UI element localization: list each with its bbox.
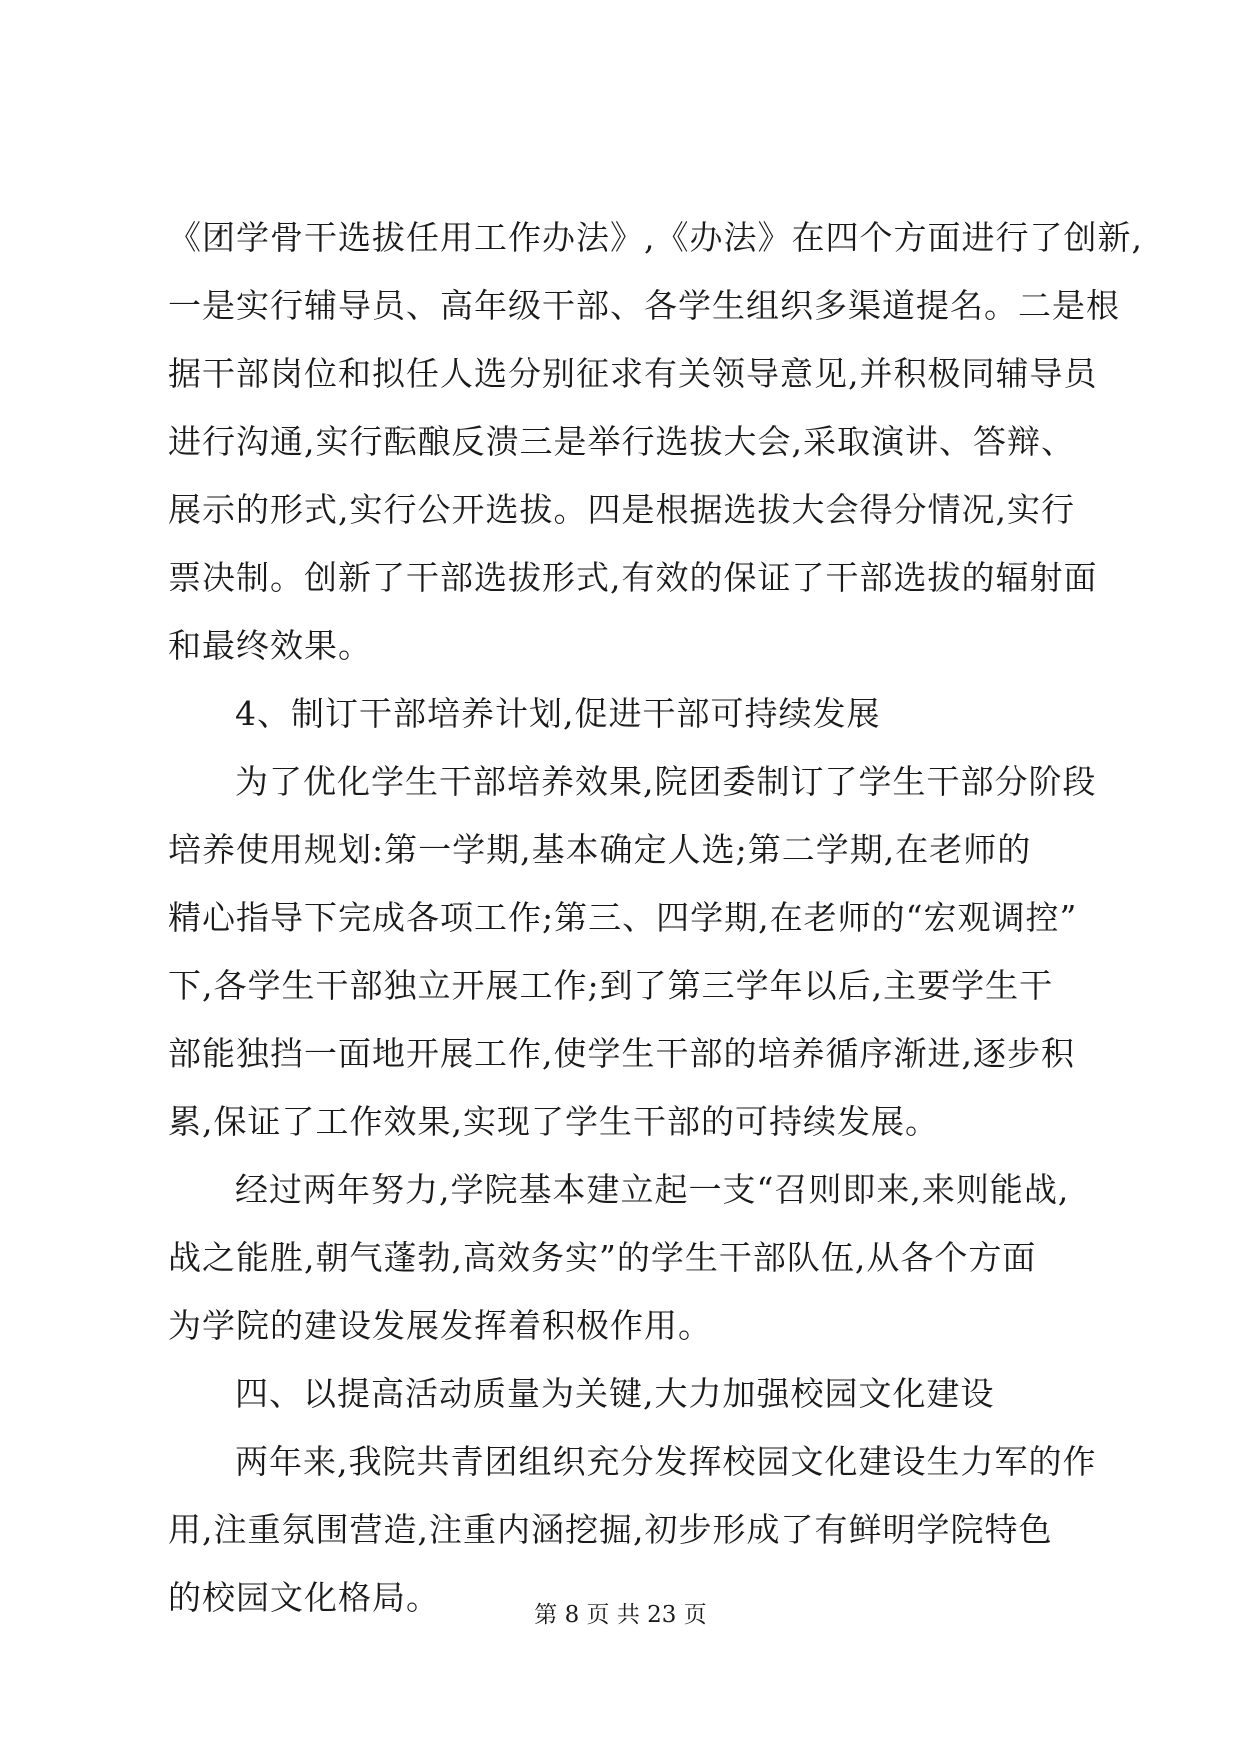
page-number-footer: 第 8 页 共 23 页 — [534, 1602, 707, 1628]
body-line: 精心指导下完成各项工作;第三、四学期,在老师的“宏观调控” — [168, 898, 1078, 937]
document-body — [168, 204, 1143, 1632]
body-line: 战之能胜,朝气蓬勃,高效务实”的学生干部队伍,从各个方面 — [168, 1238, 1037, 1277]
section-heading: 4、制订干部培养计划,促进干部可持续发展 — [235, 694, 881, 733]
body-line: 用,注重氛围营造,注重内涵挖掘,初步形成了有鲜明学院特色 — [168, 1510, 1053, 1549]
body-line: 展示的形式,实行公开选拔。四是根据选拔大会得分情况,实行 — [168, 490, 1075, 529]
body-line: 据干部岗位和拟任人选分别征求有关领导意见,并积极同辅导员 — [168, 354, 1098, 393]
body-line: 为学院的建设发展发挥着积极作用。 — [168, 1306, 712, 1345]
section-heading: 四、以提高活动质量为关键,大力加强校园文化建设 — [235, 1374, 995, 1413]
paragraph-first-line: 两年来,我院共青团组织充分发挥校园文化建设生力军的作 — [235, 1442, 1097, 1481]
paragraph-first-line: 经过两年努力,学院基本建立起一支“召则即来,来则能战, — [235, 1170, 1070, 1209]
body-line: 一是实行辅导员、高年级干部、各学生组织多渠道提名。二是根 — [168, 286, 1120, 325]
body-line: 下,各学生干部独立开展工作;到了第三学年以后,主要学生干 — [168, 966, 1054, 1005]
body-line: 部能独挡一面地开展工作,使学生干部的培养循序渐进,逐步积 — [168, 1034, 1075, 1073]
paragraph-first-line: 为了优化学生干部培养效果,院团委制订了学生干部分阶段 — [235, 762, 1097, 801]
body-line: 的校园文化格局。 — [168, 1578, 440, 1617]
body-line: 累,保证了工作效果,实现了学生干部的可持续发展。 — [168, 1102, 939, 1141]
body-line: 票决制。创新了干部选拔形式,有效的保证了干部选拔的辐射面 — [168, 558, 1098, 597]
body-line: 和最终效果。 — [168, 626, 372, 665]
body-line: 《团学骨干选拔任用工作办法》,《办法》在四个方面进行了创新, — [168, 218, 1143, 257]
body-line: 培养使用规划:第一学期,基本确定人选;第二学期,在老师的 — [168, 830, 1032, 869]
body-line: 进行沟通,实行酝酿反溃三是举行选拔大会,采取演讲、答辩、 — [168, 422, 1075, 461]
